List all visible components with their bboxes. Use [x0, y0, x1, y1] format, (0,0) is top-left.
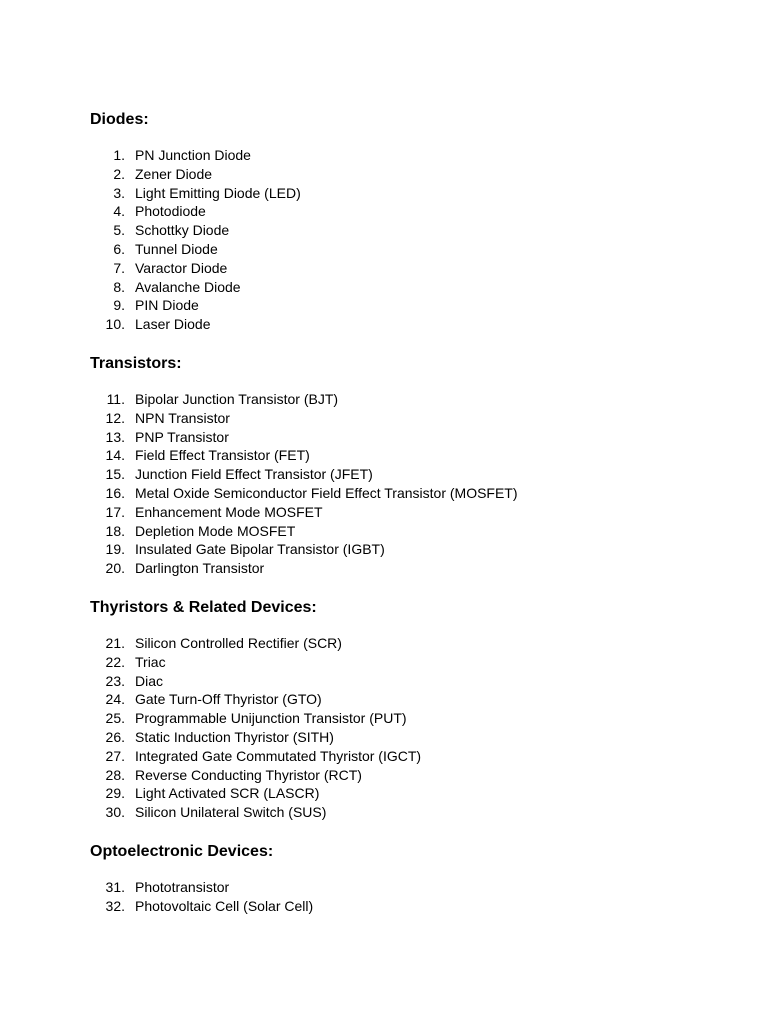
list-item-text: Diac	[135, 672, 164, 689]
list-item-text: PIN Diode	[135, 297, 199, 314]
list-item-number: 14.	[105, 447, 125, 464]
list-item-text: Field Effect Transistor (FET)	[135, 447, 310, 464]
list-item-number: 9.	[113, 297, 125, 314]
section-heading: Diodes:	[90, 111, 149, 128]
list-item-number: 13.	[105, 428, 125, 445]
list-item-text: Avalanche Diode	[135, 278, 241, 295]
list-item-number: 20.	[105, 560, 125, 577]
list-item-text: Photovoltaic Cell (Solar Cell)	[135, 897, 314, 914]
list-item-text: Programmable Unijunction Transistor (PUT)	[135, 710, 407, 727]
list-item-text: Reverse Conducting Thyristor (RCT)	[135, 766, 362, 783]
list-item-text: Laser Diode	[135, 316, 211, 333]
section-heading: Optoelectronic Devices:	[90, 843, 274, 860]
list-item-text: Darlington Transistor	[135, 560, 265, 577]
list-item-text: Depletion Mode MOSFET	[135, 522, 296, 539]
list-item-number: 15.	[105, 466, 125, 483]
list-item-number: 16.	[105, 484, 125, 501]
list-item-text: Schottky Diode	[135, 222, 230, 239]
list-item-number: 4.	[113, 203, 125, 220]
list-item-text: Photodiode	[135, 203, 206, 220]
list-item-number: 3.	[113, 184, 125, 201]
list-item-text: Silicon Controlled Rectifier (SCR)	[135, 635, 342, 651]
list-item-number: 23.	[105, 672, 125, 689]
list-item-number: 32.	[105, 897, 125, 914]
list-item-number: 22.	[105, 653, 125, 670]
list-item-number: 10.	[105, 316, 125, 333]
list-item-number: 6.	[113, 240, 125, 257]
list-item-number: 12.	[105, 409, 125, 426]
list-item-number: 28.	[105, 766, 125, 783]
list-item-text: Gate Turn-Off Thyristor (GTO)	[135, 691, 322, 708]
list-item-text: Light Emitting Diode (LED)	[135, 184, 301, 201]
list-item-number: 31.	[105, 879, 125, 895]
list-item-text: Triac	[135, 653, 166, 670]
list-item-text: PN Junction Diode	[135, 147, 251, 163]
section-heading: Thyristors & Related Devices:	[90, 599, 317, 616]
list-item-text: Integrated Gate Commutated Thyristor (IGCT)	[135, 747, 422, 764]
list-item-number: 11.	[106, 391, 125, 407]
list-item-text: NPN Transistor	[135, 409, 230, 426]
list-item-number: 2.	[113, 165, 125, 182]
list-item-number: 1.	[113, 147, 125, 163]
list-item-text: Zener Diode	[135, 165, 213, 182]
list-item-number: 25.	[105, 710, 125, 727]
list-item-text: Static Induction Thyristor (SITH)	[135, 728, 334, 745]
list-item-number: 21.	[105, 635, 125, 651]
list-item-number: 5.	[113, 222, 125, 239]
list-item-text: Silicon Unilateral Switch (SUS)	[135, 804, 327, 821]
list-item-number: 7.	[113, 259, 125, 276]
list-item-text: Enhancement Mode MOSFET	[135, 503, 323, 520]
list-item-text: Insulated Gate Bipolar Transistor (IGBT)	[135, 541, 385, 558]
list-item-number: 24.	[105, 691, 125, 708]
list-item-number: 30.	[105, 804, 125, 821]
list-item-number: 18.	[105, 522, 125, 539]
list-item-text: Phototransistor	[135, 879, 230, 895]
list-item-number: 29.	[105, 785, 125, 802]
list-item-text: Light Activated SCR (LASCR)	[135, 785, 320, 802]
list-item-text: Bipolar Junction Transistor (BJT)	[135, 391, 339, 407]
list-item-text: Tunnel Diode	[135, 240, 218, 257]
section-heading: Transistors:	[90, 355, 182, 372]
list-item-text: Junction Field Effect Transistor (JFET)	[135, 466, 373, 483]
list-item-text: PNP Transistor	[135, 428, 229, 445]
list-item-number: 17.	[105, 503, 125, 520]
list-item-number: 8.	[113, 278, 125, 295]
list-item-text: Varactor Diode	[135, 259, 228, 276]
list-item-text: Metal Oxide Semiconductor Field Effect Transistor (MOSFET)	[135, 484, 518, 501]
list-item-number: 26.	[105, 728, 125, 745]
list-item-number: 27.	[105, 747, 125, 764]
list-item-number: 19.	[105, 541, 125, 558]
